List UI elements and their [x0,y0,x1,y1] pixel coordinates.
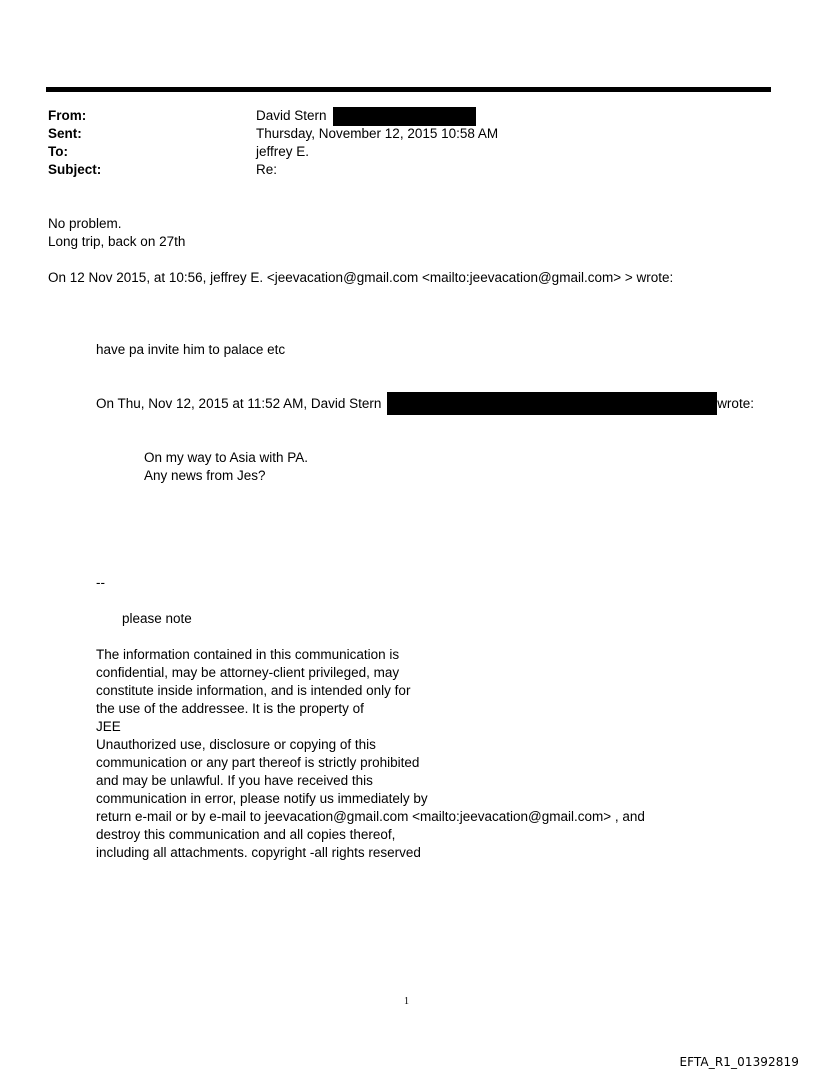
disclaimer-line: and may be unlawful. If you have received this [96,773,373,788]
reply-line: have pa invite him to palace etc [96,342,286,357]
disclaimer-line: communication or any part thereof is strictly prohibited [96,755,420,770]
subject-value: Re: [256,162,278,177]
please-note: please note [122,611,192,626]
disclaimer-line: return e-mail or by e-mail to jeevacation@gmail.com <mailto:jeevacation@gmail.com> , and [96,809,645,824]
to-value: jeffrey E. [256,144,310,159]
quote2-prefix: On Thu, Nov 12, 2015 at 11:52 AM, David Stern [96,396,382,411]
disclaimer-line: destroy this communication and all copies thereof, [96,827,396,842]
disclaimer-line: JEE [96,719,121,734]
quote-intro: On 12 Nov 2015, at 10:56, jeffrey E. <jeevacation@gmail.com <mailto:jeevacation@gmail.com> > wrote: [48,270,674,285]
subject-label: Subject: [48,162,102,177]
nested-line-2: Any news from Jes? [144,468,266,483]
disclaimer-line: the use of the addressee. It is the property of [96,701,364,716]
disclaimer-line: Unauthorized use, disclosure or copying of this [96,737,376,752]
redaction-block [333,107,476,126]
to-label: To: [48,144,68,159]
signature-dash: -- [96,575,105,590]
from-value [256,107,476,126]
from-label: From: [48,108,87,123]
redaction-block [387,392,717,415]
disclaimer-line: constitute inside information, and is intended only for [96,683,411,698]
disclaimer-line: The information contained in this communication is [96,647,400,662]
quote2-line [96,395,754,415]
page-number: 1 [404,996,409,1007]
quote2-suffix: wrote: [717,396,754,411]
nested-line-1: On my way to Asia with PA. [144,450,309,465]
sent-label: Sent: [48,126,82,141]
disclaimer-line: confidential, may be attorney-client privileged, may [96,665,400,680]
sent-value: Thursday, November 12, 2015 10:58 AM [256,126,499,141]
body-line-2: Long trip, back on 27th [48,234,186,249]
disclaimer-line: including all attachments. copyright -all rights reserved [96,845,421,860]
header-divider [46,87,771,92]
from-name: David Stern [256,108,327,123]
bates-number: EFTA_R1_01392819 [679,1055,799,1069]
body-line-1: No problem. [48,216,122,231]
disclaimer-line: communication in error, please notify us immediately by [96,791,428,806]
